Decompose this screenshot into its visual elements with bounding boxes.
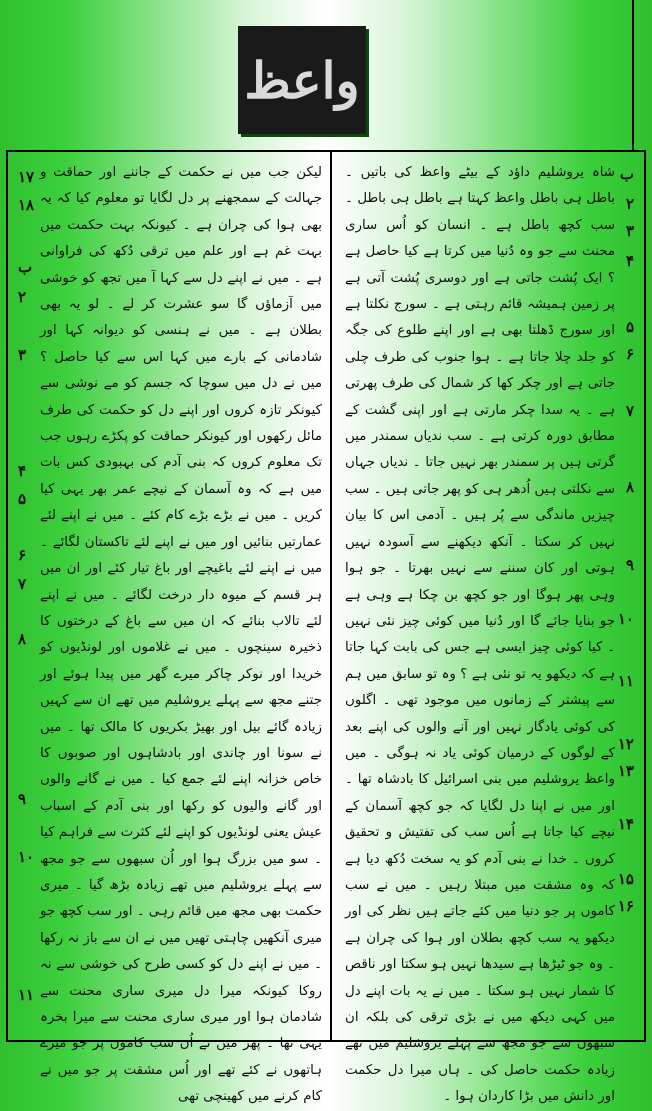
chapter-title-plate bbox=[238, 26, 366, 134]
verse-number: ۱۳ bbox=[617, 764, 634, 780]
verse-number: ۱۰ bbox=[18, 850, 35, 866]
verse-number: ۷ bbox=[625, 404, 634, 420]
verse-number: ۱۱ bbox=[18, 988, 35, 1004]
verse-number: ۱۰ bbox=[617, 612, 634, 628]
chapter-title: واعظ bbox=[244, 50, 360, 110]
verse-number: ب bbox=[619, 167, 634, 183]
verse-number: ۱۶ bbox=[617, 899, 634, 915]
top-right-rule bbox=[632, 0, 634, 150]
verse-number: ۳ bbox=[625, 224, 634, 240]
verse-number: ۵ bbox=[18, 492, 27, 508]
verse-number: ۱۷ bbox=[18, 170, 35, 186]
verse-number: ۲ bbox=[18, 290, 27, 306]
verse-number: ۲ bbox=[625, 197, 634, 213]
verse-number: ۸ bbox=[18, 632, 27, 648]
verse-number: ب bbox=[18, 260, 33, 276]
verse-number: ۶ bbox=[18, 548, 27, 564]
verse-number: ۸ bbox=[625, 480, 634, 496]
verse-number: ۷ bbox=[18, 577, 27, 593]
column-divider bbox=[330, 152, 332, 1040]
verse-number: ۹ bbox=[625, 558, 634, 574]
verse-number: ۹ bbox=[18, 792, 27, 808]
verse-number: ۱۵ bbox=[617, 872, 634, 888]
left-column-text: لیکن جب میں نے حکمت کے جاننے اور حماقت و جہالت کے سمجھنے پر دل لگایا تو معلوم کیا کہ یہ بھی ہوا کی چران ہے ۔ کیونکہ بہت حکمت میں بہت غم ہے اور علم میں ترقی دُکھ کی فراوانی ہے ۔ میں نے اپنے دل سے کہا آ میں تجھ کو خوشی میں آزماؤں گا سو عشرت کر لے ۔ لو یہ بھی بطلان ہے ۔ میں نے ہنسی کو دیوانہ کہا اور شادمانی کے بارے میں کہا اس سے کیا حاصل ؟ میں نے دل میں سوچا کہ جسم کو مے نوشی سے کیونکر تازہ کروں اور اپنے دل کو حکمت کی طرف مائل رکھوں اور کیونکر حماقت کو پکڑے رہوں جب تک معلوم کروں کہ بنی آدم کی بہبودی کس بات میں ہے کہ وہ آسمان کے نیچے عمر بھر یہی کیا کریں ۔ میں نے بڑے بڑے کام کئے ۔ میں نے اپنے لئے عمارتیں بنائیں اور میں نے اپنے لئے تاکستان لگائے ۔ میں نے اپنے لئے باغیچے اور باغ تیار کئے اور ان میں ہر قسم کے میوہ دار درخت لگائے ۔ میں نے اپنے لئے تالاب بنائے کہ ان میں سے باغ کے درختوں کا ذخیرہ سینچوں ۔ میں نے غلاموں اور لونڈیوں کو خریدا اور نوکر چاکر میرے گھر میں پیدا ہوئے اور جتنے مجھ سے پہلے یروشلیم میں تھے ان سے کہیں زیادہ گائے بیل اور بھیڑ بکریوں کا مالک تھا ۔ میں نے سونا اور چاندی اور بادشاہوں اور صوبوں کا خاص خزانہ اپنے لئے جمع کیا ۔ میں نے گانے والوں اور گانے والیوں کو رکھا اور بنی آدم کے اسباب عیش یعنی لونڈیوں کو اپنے لئے کثرت سے فراہم کیا ۔ سو میں بزرگ ہوا اور اُن سبھوں سے جو مجھ سے پہلے یروشلیم میں تھے زیادہ بڑھ گیا ۔ میری حکمت بھی مجھ میں قائم رہی ۔ اور سب کچھ جو میری آنکھیں چاہتی تھیں میں نے ان سے باز نہ رکھا ۔ میں نے اپنے دل کو کسی طرح کی خوشی سے نہ روکا کیونکہ میرا دل میری ساری محنت سے شادمان ہوا اور میری ساری محنت سے میرا بخرہ یہی تھا ۔ پھر میں نے اُن سب کاموں پر جو میرے ہاتھوں نے کئے تھے اور اُس مشقت پر جو میں نے کام کرنے میں کھینچی تھی bbox=[39, 165, 322, 1105]
verse-number: ۶ bbox=[625, 347, 634, 363]
right-column-text: شاہ یروشلیم داؤد کے بیٹے واعظ کی باتیں ۔ باطل ہی باطل واعظ کہتا ہے باطل ہی باطل ۔ سب کچھ باطل ہے ۔ انسان کو اُس ساری محنت سے جو وہ دُنیا میں کرتا ہے کیا حاصل ہے ؟ ایک پُشت جاتی ہے اور دوسری پُشت آتی ہے پر زمین ہمیشہ قائم رہتی ہے ۔ سورج نکلتا ہے اور سورج ڈھلتا بھی ہے اور اپنے طلوع کی جگہ کو جلد چلا جاتا ہے ۔ ہوا جنوب کی طرف چلی جاتی ہے اور چکر کھا کر شمال کی طرف پھرتی ہے ۔ یہ سدا چکر مارتی ہے اور اپنی گشت کے مطابق دورہ کرتی ہے ۔ سب ندیاں سمندر میں گرتی ہیں پر سمندر بھر نہیں جاتا ۔ ندیاں جہاں سے نکلتی ہیں اُدھر ہی کو پھر جاتی ہیں ۔ سب چیزیں ماندگی سے پُر ہیں ۔ آدمی اس کا بیان نہیں کر سکتا ۔ آنکھ دیکھنے سے آسودہ نہیں ہوتی اور کان سننے سے نہیں بھرتا ۔ جو ہوا وہی پھر ہوگا اور جو کچھ بن چکا ہے وہی ہے جو بنایا جائے گا اور دُنیا میں کوئی چیز نئی نہیں ۔ کیا کوئی چیز ایسی ہے جس کی بابت کہا جاتا ہے کہ دیکھو یہ تو نئی ہے ؟ وہ تو سابق میں ہم سے پیشتر کے زمانوں میں موجود تھی ۔ اگلوں کی کوئی یادگار نہیں اور آنے والوں کی اپنے بعد کے لوگوں کے درمیان کوئی یاد نہ ہوگی ۔ میں واعظ یروشلیم میں بنی اسرائیل کا بادشاہ تھا ۔ اور میں نے اپنا دل لگایا کہ جو کچھ آسمان کے نیچے کیا جاتا ہے اُس سب کی تفتیش و تحقیق کروں ۔ خدا نے بنی آدم کو یہ سخت دُکھ دیا ہے کہ وہ مشقت میں مبتلا رہیں ۔ میں نے سب کاموں پر جو دنیا میں کئے جاتے ہیں نظر کی اور دیکھو یہ سب کچھ بطلان اور ہوا کی چران ہے ۔ وہ جو ٹیڑھا ہے سیدھا نہیں ہو سکتا اور ناقص کا شمار نہیں ہو سکتا ۔ میں نے یہ بات اپنے دل میں کہی دیکھ میں نے بڑی ترقی کی بلکہ ان سبھوں سے جو مجھ سے پہلے یروشلیم میں تھے زیادہ حکمت حاصل کی ۔ ہاں میرا دل حکمت اور دانش میں بڑا کاردان ہوا ۔ bbox=[345, 165, 615, 1105]
verse-number: ۴ bbox=[625, 254, 634, 270]
verse-number: ۴ bbox=[18, 464, 27, 480]
right-text-column bbox=[345, 160, 615, 1105]
verse-number: ۱۲ bbox=[617, 737, 634, 753]
frame-top-border bbox=[6, 150, 646, 152]
verse-number: ۳ bbox=[18, 348, 27, 364]
verse-number: ۱۱ bbox=[617, 674, 634, 690]
verse-number: ۵ bbox=[625, 320, 634, 336]
verse-number: ۱۴ bbox=[617, 817, 634, 833]
verse-number: ۱۸ bbox=[18, 198, 35, 214]
frame-right-border bbox=[644, 150, 646, 1042]
left-text-column bbox=[39, 160, 322, 1105]
frame-left-border bbox=[6, 150, 8, 1042]
